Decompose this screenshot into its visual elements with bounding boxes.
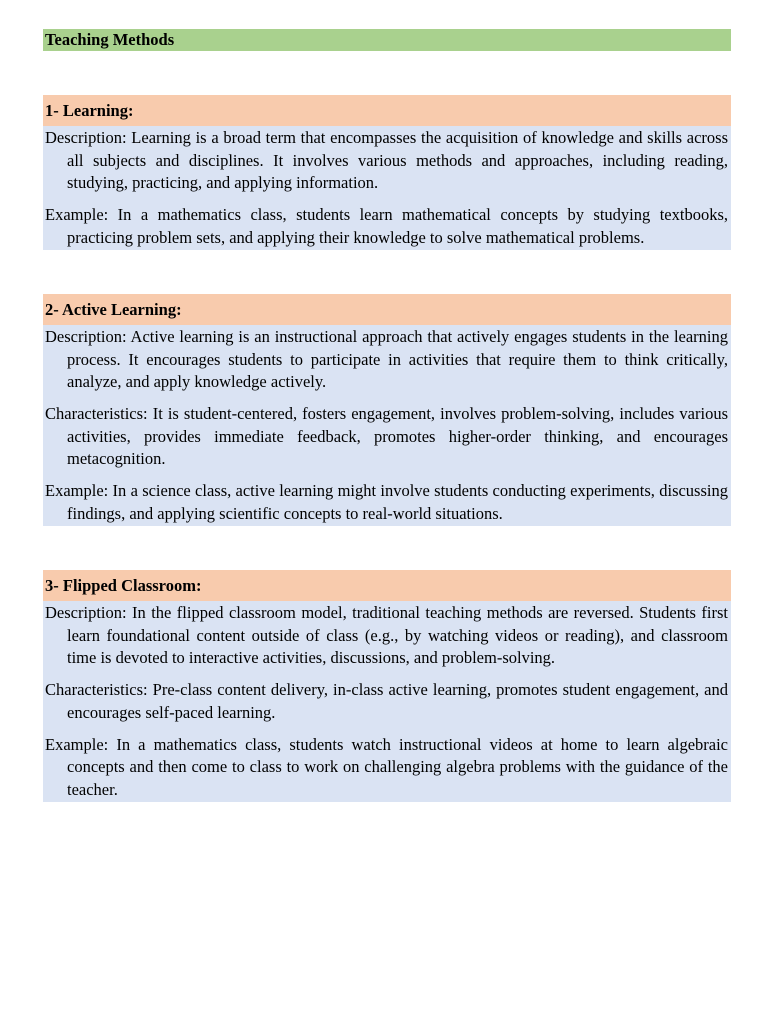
characteristics-paragraph: Characteristics: Pre-class content delivery, in-class active learning, promotes student engagement, and encourages self-paced learning. (45, 680, 728, 722)
example-paragraph: Example: In a mathematics class, students watch instructional videos at home to learn algebraic concepts and then come to class to work on challenging algebra problems with the guidance of the teacher. (45, 734, 728, 799)
section-active-learning (43, 294, 731, 526)
description-paragraph: Description: In the flipped classroom model, traditional teaching methods are reversed. Students first learn foundational content outside of class (e.g., by watching videos or reading), and classroom time is devoted to interactive activities, discussions, and problem-solving. (45, 603, 728, 667)
description-paragraph: Description: Active learning is an instructional approach that actively engages students in the learning process. It encourages students to participate in activities that require them to think critically, analyze, and apply knowledge actively. (45, 327, 728, 391)
description-paragraph: Description: Learning is a broad term that encompasses the acquisition of knowledge and skills across all subjects and disciplines. It involves various methods and approaches, including reading, studying, practicing, and applying information. (45, 128, 728, 192)
document-page (43, 29, 731, 802)
section-heading: 2- Active Learning: (43, 294, 731, 325)
section-flipped-classroom (43, 570, 731, 802)
section-body (43, 601, 731, 802)
characteristics-paragraph: Characteristics: It is student-centered, fosters engagement, involves problem-solving, includes various activities, provides immediate feedback, promotes higher-order thinking, and encourages metacognition. (45, 404, 728, 468)
document-title: Teaching Methods (43, 29, 731, 51)
section-heading: 1- Learning: (43, 95, 731, 126)
example-paragraph: Example: In a science class, active learning might involve students conducting experiments, discussing findings, and applying scientific concepts to real-world situations. (45, 481, 728, 523)
section-heading: 3- Flipped Classroom: (43, 570, 731, 601)
section-learning (43, 95, 731, 250)
section-body (43, 325, 731, 526)
section-body (43, 126, 731, 250)
example-paragraph: Example: In a mathematics class, students learn mathematical concepts by studying textbooks, practicing problem sets, and applying their knowledge to solve mathematical problems. (45, 205, 728, 247)
